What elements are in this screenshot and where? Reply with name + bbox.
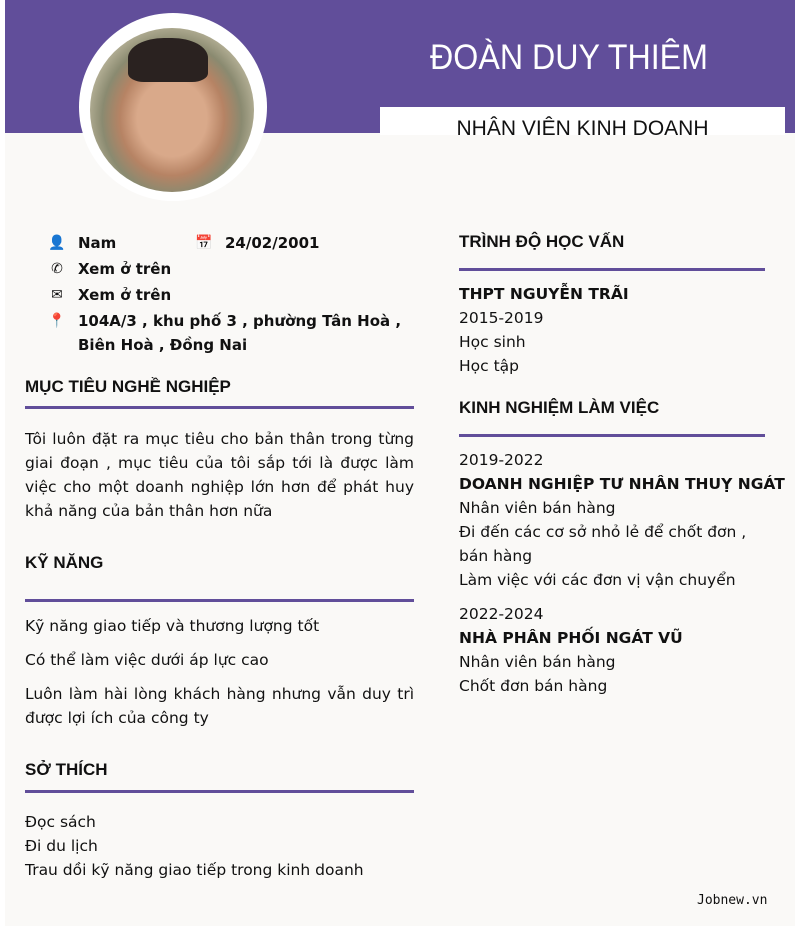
job-line: Chốt đơn bán hàng	[459, 677, 608, 695]
hobby-item: Đọc sách	[25, 813, 96, 831]
job-period: 2019-2022	[459, 451, 544, 469]
calendar-icon: 📅	[195, 235, 213, 251]
email-row: ✉ Xem ở trên	[48, 283, 171, 307]
education-role: Học sinh	[459, 333, 526, 351]
skill-item: Kỹ năng giao tiếp và thương lượng tốt	[25, 617, 320, 635]
candidate-name: ĐOÀN DUY THIÊM	[430, 38, 708, 77]
job-company: NHÀ PHÂN PHỐI NGÁT VŨ	[459, 629, 683, 647]
skill-item: Có thể làm việc dưới áp lực cao	[25, 651, 269, 669]
school-name: THPT NGUYỄN TRÃI	[459, 285, 629, 303]
job-line: Nhân viên bán hàng	[459, 653, 616, 671]
skills-heading: KỸ NĂNG	[25, 553, 104, 572]
objective-heading: MỤC TIÊU NGHỀ NGHIỆP	[25, 377, 231, 396]
job-period: 2022-2024	[459, 605, 544, 623]
phone-icon: ✆	[51, 261, 63, 277]
divider	[25, 790, 414, 793]
location-pin-icon: 📍	[48, 313, 66, 329]
divider	[25, 406, 414, 409]
job-line: Nhân viên bán hàng	[459, 499, 616, 517]
hobby-item: Đi du lịch	[25, 837, 98, 855]
job-line: Đi đến các cơ sở nhỏ lẻ để chốt đơn , bán hàng	[459, 523, 747, 565]
user-icon: 👤	[48, 235, 66, 251]
address-row: 📍 104A/3 , khu phố 3 , phường Tân Hoà , Biên Hoà , Đồng Nai	[48, 309, 401, 357]
divider	[459, 268, 765, 271]
job-title: NHÂN VIÊN KINH DOANH	[456, 117, 709, 140]
divider	[25, 599, 414, 602]
avatar	[90, 28, 254, 192]
mail-icon: ✉	[51, 287, 63, 303]
phone-row: ✆ Xem ở trên	[48, 257, 171, 281]
education-heading: TRÌNH ĐỘ HỌC VẤN	[459, 232, 625, 251]
birthdate-row: 📅 24/02/2001	[195, 231, 319, 255]
job-line: Làm việc với các đơn vị vận chuyển	[459, 571, 736, 589]
gender-row: 👤 Nam	[48, 231, 116, 255]
objective-text: Tôi luôn đặt ra mục tiêu cho bản thân trong từng giai đoạn , mục tiêu của tôi sắp tới là được làm việc cho một doanh nghiệp lớn hơn để phát huy khả năng của bản thân hơn nữa	[25, 430, 414, 520]
job-company: DOANH NGHIỆP TƯ NHÂN THUỴ NGÁT	[459, 475, 785, 493]
divider	[459, 434, 765, 437]
hobby-item: Trau dồi kỹ năng giao tiếp trong kinh doanh	[25, 861, 364, 879]
education-period: 2015-2019	[459, 309, 544, 327]
skill-item: Luôn làm hài lòng khách hàng nhưng vẫn duy trì được lợi ích của công ty	[25, 685, 414, 727]
education-desc: Học tập	[459, 357, 520, 375]
footer-brand: Jobnew.vn	[697, 893, 768, 908]
hobbies-heading: SỞ THÍCH	[25, 760, 108, 779]
experience-heading: KINH NGHIỆM LÀM VIỆC	[459, 398, 660, 417]
